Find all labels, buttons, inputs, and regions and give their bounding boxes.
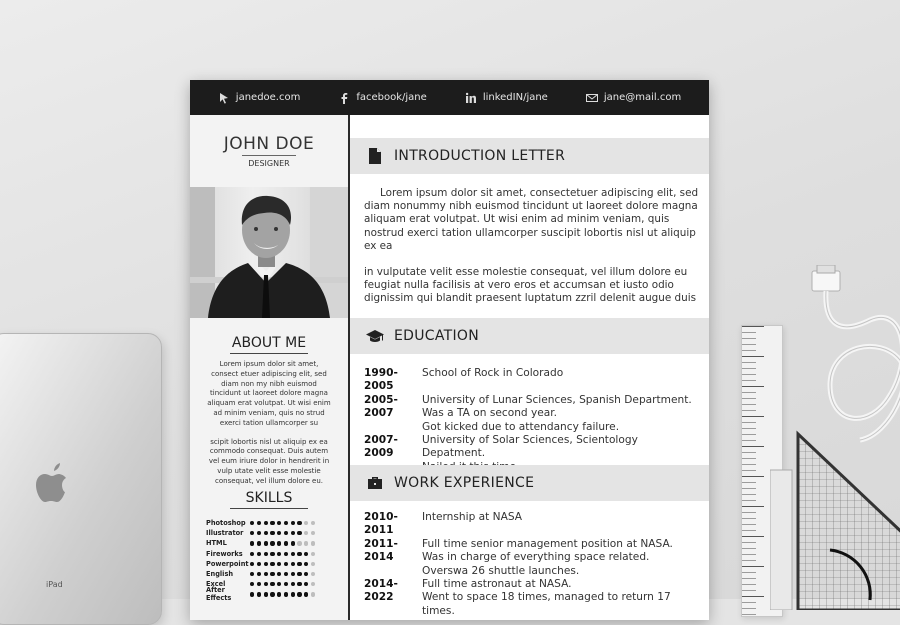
education-entry-description — [422, 394, 702, 434]
skill-dot — [311, 572, 315, 576]
contact-website-text: janedoe.com — [235, 92, 301, 103]
skill-dot — [257, 562, 261, 566]
work-list — [364, 511, 702, 618]
skill-dot — [304, 541, 308, 545]
ipad-device — [0, 333, 162, 625]
contact-email-text: jane@mail.com — [603, 92, 682, 103]
skill-dot — [311, 582, 315, 586]
skill-row — [206, 569, 336, 579]
about-text — [206, 360, 332, 487]
envelope-icon — [586, 92, 598, 104]
education-entry — [364, 367, 702, 394]
skill-row — [206, 528, 336, 538]
skills-heading-rule — [230, 508, 308, 509]
education-entry-line: School of Rock in Colorado — [422, 367, 564, 379]
education-entry-description — [422, 367, 702, 394]
skill-dot — [297, 521, 301, 525]
skill-dot — [270, 531, 274, 535]
skill-dot — [297, 552, 301, 556]
skill-dot — [250, 592, 254, 596]
skill-dot — [264, 521, 268, 525]
education-entry-line: University of Solar Sciences, Scientology Depatment. — [422, 434, 638, 460]
about-heading-rule — [230, 353, 308, 354]
skill-dot — [304, 582, 308, 586]
about-heading — [190, 335, 348, 354]
skill-dot — [297, 562, 301, 566]
skill-dot — [311, 552, 315, 556]
skill-dot — [291, 562, 295, 566]
education-list — [364, 367, 702, 474]
skill-dot — [277, 521, 281, 525]
skill-dot — [291, 541, 295, 545]
profile-name: JOHN DOE — [223, 134, 315, 154]
work-entry-years: 2014-2022 — [364, 578, 398, 604]
skill-dot — [304, 531, 308, 535]
skill-dot — [284, 531, 288, 535]
skill-name: After Effects — [206, 586, 232, 603]
skill-dot — [304, 592, 308, 596]
work-entry-line: Was in charge of everything space related. — [422, 551, 650, 564]
education-entry-years: 2007-2009 — [364, 434, 398, 460]
skill-dot — [264, 531, 268, 535]
education-entry-line: University of Lunar Sciences, Spanish Department. — [422, 393, 692, 406]
intro-paragraph-1: Lorem ipsum dolor sit amet, consectetuer adipiscing elit, sed diam nonummy nibh euismod tincidunt ut laoreet dolore magna aliquam erat volutpat. Ut wisi enim ad minim veniam, quis nostrud exerci tation ullamcorper suscipit lobortis nisl ut aliquip ex ea — [364, 187, 699, 252]
contact-linkedin-text: linkedIN/jane — [482, 92, 548, 103]
resume-sheet — [190, 80, 709, 620]
about-paragraph-2: scipit lobortis nisl ut aliquip ex ea commodo consequat. Duis autem vel eum iriure dolor in hendrerit in vulp utate velit esse molestie consequat, vel illum dolore eu. — [208, 437, 330, 485]
work-entry-description — [422, 538, 702, 578]
skill-dot — [291, 582, 295, 586]
skill-name: English — [206, 570, 234, 579]
skill-dot — [270, 552, 274, 556]
skill-dot — [277, 562, 281, 566]
skill-dot — [304, 552, 308, 556]
skill-row — [206, 518, 336, 528]
skill-dot — [277, 572, 281, 576]
skill-dot — [257, 552, 261, 556]
skill-dot — [297, 572, 301, 576]
skills-heading — [190, 490, 348, 509]
skill-dot — [264, 541, 268, 545]
skill-dot — [277, 552, 281, 556]
work-entry-line: Full time astronaut at NASA. — [422, 578, 572, 591]
education-entry-line: Was a TA on second year. — [422, 407, 558, 420]
skill-dot — [264, 562, 268, 566]
skills-heading-text: SKILLS — [245, 490, 293, 506]
skill-level-dots — [250, 562, 315, 566]
resume-sidebar — [190, 115, 350, 620]
set-square — [770, 430, 900, 610]
contact-facebook[interactable] — [338, 92, 426, 104]
intro-section-header — [350, 138, 709, 174]
skill-dot — [291, 552, 295, 556]
skill-name: Powerpoint — [206, 559, 249, 568]
skill-row — [206, 586, 336, 603]
skill-level-dots — [250, 572, 315, 576]
work-entry-line: Full time senior management position at NASA. — [422, 537, 673, 550]
skill-name: Excel — [206, 580, 226, 589]
work-entry-description — [422, 578, 702, 618]
skill-dot — [250, 582, 254, 586]
work-entry-description — [422, 511, 702, 538]
skill-dot — [257, 582, 261, 586]
skill-dot — [264, 582, 268, 586]
skill-row — [206, 559, 336, 569]
contact-facebook-text: facebook/jane — [356, 92, 427, 103]
cursor-icon — [218, 92, 230, 104]
work-entry — [364, 511, 702, 538]
intro-heading: INTRODUCTION LETTER — [394, 148, 566, 164]
skill-dot — [257, 572, 261, 576]
skill-level-dots — [250, 582, 315, 586]
skill-dot — [257, 541, 261, 545]
education-entry-years: 2005-2007 — [364, 393, 398, 420]
education-entry — [364, 394, 702, 434]
skill-dot — [250, 531, 254, 535]
skill-dot — [297, 541, 301, 545]
skill-dot — [297, 531, 301, 535]
skill-name: Photoshop — [206, 519, 246, 528]
skill-dot — [250, 572, 254, 576]
work-entry — [364, 578, 702, 618]
about-heading-text: ABOUT ME — [231, 335, 307, 351]
skill-dot — [270, 592, 274, 596]
skill-dot — [250, 552, 254, 556]
facebook-icon — [338, 92, 350, 104]
education-entry-line: Got kicked due to attendancy failure. — [422, 420, 620, 433]
contact-email[interactable] — [586, 92, 681, 104]
skill-dot — [250, 541, 254, 545]
work-section-header — [350, 465, 709, 501]
skill-dot — [270, 541, 274, 545]
work-entry-line: Overswa 26 shuttle launches. — [422, 564, 580, 577]
skill-dot — [304, 521, 308, 525]
skill-dot — [297, 582, 301, 586]
work-entry-line: Went to space 18 times, managed to return 17 times. — [422, 591, 671, 617]
skill-dot — [277, 531, 281, 535]
intro-text — [364, 187, 702, 319]
skill-dot — [270, 562, 274, 566]
skill-dot — [257, 521, 261, 525]
contact-bar — [190, 80, 709, 115]
usb-cable — [800, 265, 900, 455]
skill-dot — [264, 552, 268, 556]
skill-dot — [277, 592, 281, 596]
skill-dot — [311, 562, 315, 566]
skill-dot — [264, 592, 268, 596]
skill-dot — [311, 531, 315, 535]
skill-dot — [291, 592, 295, 596]
education-heading: EDUCATION — [394, 328, 480, 344]
skill-dot — [284, 552, 288, 556]
skill-level-dots — [250, 592, 315, 596]
skill-dot — [291, 521, 295, 525]
skill-dot — [284, 592, 288, 596]
skill-dot — [304, 562, 308, 566]
skill-dot — [284, 521, 288, 525]
linkedin-icon — [465, 92, 477, 104]
skill-row — [206, 538, 336, 548]
skill-dot — [304, 572, 308, 576]
skill-dot — [277, 582, 281, 586]
skill-dot — [270, 582, 274, 586]
skill-level-dots — [250, 541, 315, 545]
education-section-header — [350, 318, 709, 354]
skill-name: HTML — [206, 539, 227, 548]
skill-dot — [257, 531, 261, 535]
document-icon — [366, 147, 384, 165]
education-entry-years: 1990-2005 — [364, 367, 398, 393]
skill-dot — [311, 592, 315, 596]
skill-dot — [284, 562, 288, 566]
intro-paragraph-2: in vulputate velit esse molestie consequat, vel illum dolore eu feugiat nulla facilisis at vero eros et accumsan et iusto odio dignissim qui blandit praesent luptatum zzril delenit augue duis — [364, 266, 697, 305]
skill-dot — [270, 521, 274, 525]
skill-dot — [311, 521, 315, 525]
skill-dot — [284, 572, 288, 576]
profile-photo — [190, 187, 348, 318]
ipad-label: iPad — [46, 580, 63, 589]
skill-level-dots — [250, 521, 315, 525]
skill-level-dots — [250, 531, 315, 535]
about-paragraph-1: Lorem ipsum dolor sit amet, consect etuer adipiscing elit, sed diam non my nibh euismod tincidunt ut laoreet dolore magna aliquam erat volutpat. Ut wisi enim ad minim veniam, quis no strud exerci tation ullamcorper su — [207, 360, 331, 427]
skill-dot — [277, 541, 281, 545]
apple-logo-icon — [32, 458, 76, 510]
contact-website[interactable] — [218, 92, 301, 104]
work-entry-years: 2010-2011 — [364, 511, 398, 537]
skill-row — [206, 549, 336, 559]
work-entry — [364, 538, 702, 578]
skill-dot — [284, 582, 288, 586]
work-entry-line: Internship at NASA — [422, 511, 523, 523]
contact-linkedin[interactable] — [465, 92, 548, 104]
skill-dot — [297, 592, 301, 596]
skill-name: Illustrator — [206, 529, 244, 538]
skill-dot — [284, 541, 288, 545]
skill-dot — [250, 521, 254, 525]
skills-list — [206, 518, 336, 603]
skill-dot — [270, 572, 274, 576]
skill-dot — [250, 562, 254, 566]
graduation-cap-icon — [366, 327, 384, 345]
skill-level-dots — [250, 552, 315, 556]
skill-dot — [291, 572, 295, 576]
profile-role: DESIGNER — [242, 155, 296, 168]
work-entry-years: 2011-2014 — [364, 537, 398, 564]
skill-dot — [291, 531, 295, 535]
skill-dot — [257, 592, 261, 596]
work-heading: WORK EXPERIENCE — [394, 475, 535, 491]
skill-dot — [311, 541, 315, 545]
skill-name: Fireworks — [206, 549, 243, 558]
briefcase-icon — [366, 474, 384, 492]
skill-dot — [264, 572, 268, 576]
